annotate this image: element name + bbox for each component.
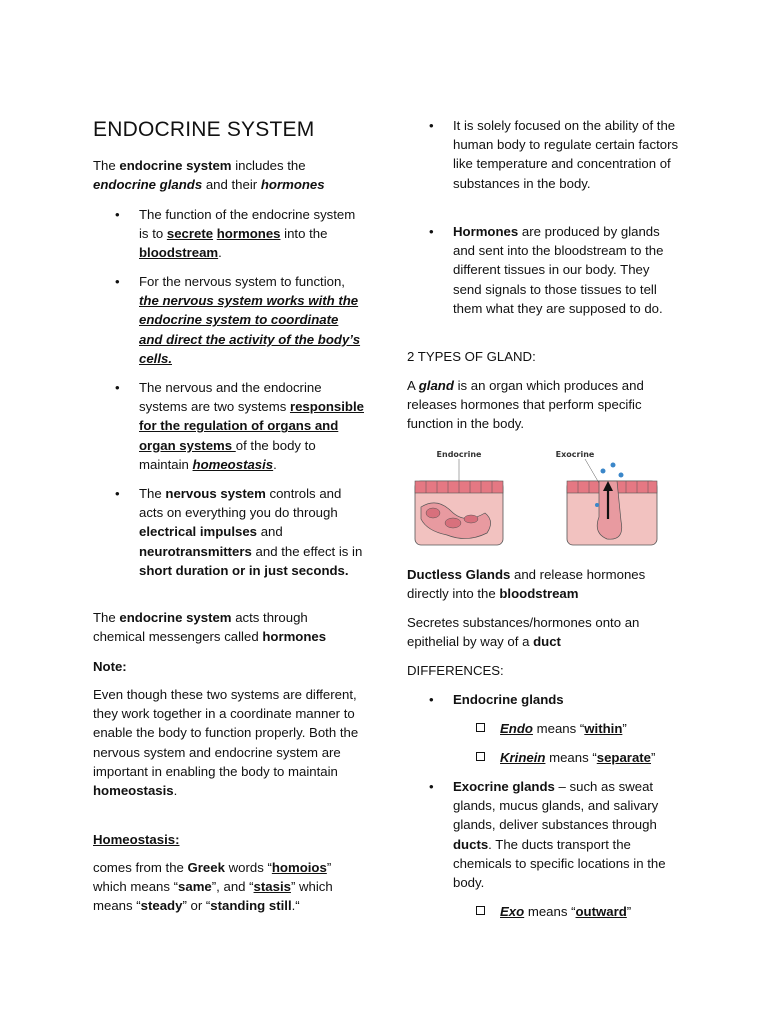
text: Ductless Glands: [407, 567, 511, 582]
text: Even though these two systems are different, they work together in a coordinate manner to enable the body to function properly. Both the nervous system and endocrine system are important in enabling the body to maintain: [93, 687, 359, 779]
text: short duration or in just seconds.: [139, 562, 349, 578]
intro-paragraph: [93, 156, 363, 194]
text: and their: [202, 177, 261, 193]
text: ” which means “: [93, 860, 332, 895]
exocrine-label: Exocrine: [555, 450, 595, 459]
text: Secretes substances/hormones onto an epithelial by way of a: [407, 615, 640, 650]
text: outward: [575, 904, 627, 919]
text: acts through chemical messengers called: [93, 610, 308, 645]
text: hormones: [216, 226, 281, 242]
text: includes the: [231, 158, 306, 173]
note-heading: [93, 657, 127, 676]
text: comes from the: [93, 860, 188, 875]
bullet-icon: •: [115, 274, 120, 289]
text: ”: [651, 750, 656, 765]
text: Exo: [500, 904, 525, 919]
bullet-item: [115, 205, 364, 263]
text: homeostasis: [192, 456, 274, 472]
text: means “: [532, 721, 585, 736]
text: nervous system: [165, 486, 266, 501]
bullet-icon: •: [115, 207, 120, 222]
differences-heading: DIFFERENCES:: [407, 663, 504, 678]
text: same: [178, 879, 212, 895]
checkbox-item: [500, 902, 700, 921]
text: bloodstream: [139, 245, 219, 261]
text: means “: [545, 750, 597, 765]
text: – such as sweat glands, mucus glands, and salivary glands, deliver substances through: [453, 779, 659, 833]
text: duct: [533, 634, 561, 650]
text: into the: [280, 226, 328, 242]
bullet-item: [429, 777, 681, 892]
bullet-item: [429, 116, 681, 193]
text: the nervous system works with the endocrine system to coordinate and direct the activity of the body’s cells.: [139, 293, 361, 366]
checkbox-item: [500, 748, 700, 767]
text: of the body to maintain: [139, 437, 316, 472]
text: The function of the endocrine system is to: [139, 207, 356, 242]
text: secrete: [166, 226, 214, 242]
paragraph: [93, 685, 365, 800]
text: endocrine glands: [93, 177, 203, 193]
text: ”: [622, 721, 627, 736]
text: homoios: [271, 860, 327, 875]
text: hormones: [262, 629, 327, 645]
gland-diagram-svg: [407, 447, 677, 557]
text: ” or “: [182, 898, 211, 914]
text: and release hormones directly into the: [407, 567, 646, 602]
text: Note:: [93, 659, 127, 674]
bullet-icon: •: [429, 118, 434, 133]
text: .“: [291, 898, 300, 914]
text: . The ducts transport the chemicals to specific locations in the body.: [453, 836, 666, 891]
exocrine-gland-illustration: [556, 450, 657, 545]
text: within: [584, 721, 623, 736]
text: .: [173, 783, 178, 799]
text: Endo: [500, 721, 533, 736]
paragraph: [407, 376, 679, 434]
square-bullet-icon: [476, 906, 485, 915]
bullet-item: [115, 272, 364, 368]
bullet-item: [429, 690, 681, 709]
text: separate: [596, 750, 652, 765]
paragraph: [93, 608, 363, 646]
text: The: [139, 486, 166, 501]
square-bullet-icon: [476, 723, 485, 732]
text: The: [93, 158, 120, 173]
text: The: [93, 610, 120, 625]
text: controls and acts on everything you do through: [139, 486, 342, 521]
text: and: [257, 524, 283, 540]
text: steady: [140, 898, 183, 914]
text: hormones: [260, 177, 325, 193]
text: Homeostasis:: [93, 832, 180, 847]
text: stasis: [253, 879, 291, 895]
endocrine-gland-illustration: [415, 450, 503, 545]
text: ducts: [453, 836, 489, 852]
paragraph: [407, 565, 679, 603]
text: are produced by glands and sent into the bloodstream to the different tissues in our body. They send signals to those tissues to tell them what they are supposed to do.: [453, 224, 664, 316]
text: and the effect is in: [251, 543, 363, 559]
text: ”: [626, 904, 632, 919]
text: Greek: [187, 860, 225, 875]
checkbox-item: [500, 719, 700, 738]
text: standing still: [210, 898, 292, 914]
text: homeostasis: [93, 783, 174, 799]
text: endocrine system: [119, 158, 232, 173]
gland-diagram: [407, 447, 677, 557]
text: bloodstream: [499, 586, 579, 602]
text: Krinein: [500, 750, 546, 765]
text: electrical impulses: [139, 524, 258, 540]
text: .: [273, 456, 277, 472]
text: responsible for the regulation of organs and organ systems: [139, 399, 364, 453]
bullet-item: [115, 378, 364, 474]
bullet-icon: •: [115, 486, 120, 501]
homeostasis-heading: [93, 830, 179, 849]
bullet-item: [429, 222, 681, 318]
text: .: [218, 245, 222, 261]
text: It is solely focused on the ability of the human body to regulate certain factors like temperature and concentration of substances in the body.: [453, 118, 679, 191]
paragraph: [407, 613, 679, 651]
endocrine-label: Endocrine: [436, 450, 482, 459]
page-title: ENDOCRINE SYSTEM: [93, 118, 315, 141]
text: ”, and “: [211, 879, 254, 895]
text: A: [407, 378, 419, 393]
bullet-icon: •: [115, 380, 120, 395]
text: For the nervous system to function,: [139, 274, 345, 289]
bullet-item: [115, 484, 364, 580]
bullet-icon: •: [429, 224, 434, 239]
text: The nervous and the endocrine systems are two systems: [139, 380, 322, 415]
text: Hormones: [453, 224, 519, 239]
text: words “: [224, 860, 272, 875]
text: means “: [524, 904, 576, 919]
text: ” which means “: [93, 879, 333, 914]
bullet-icon: •: [429, 692, 434, 707]
text: gland: [418, 378, 454, 393]
types-heading: 2 TYPES OF GLAND:: [407, 349, 536, 364]
text: is an organ which produces and releases hormones that perform specific function in the body.: [407, 378, 644, 432]
text: endocrine system: [119, 610, 232, 625]
text: Endocrine glands: [453, 692, 564, 707]
text: neurotransmitters: [139, 543, 252, 559]
square-bullet-icon: [476, 752, 485, 761]
bullet-icon: •: [429, 779, 434, 794]
paragraph: [93, 858, 365, 916]
text: Exocrine glands: [453, 779, 555, 794]
